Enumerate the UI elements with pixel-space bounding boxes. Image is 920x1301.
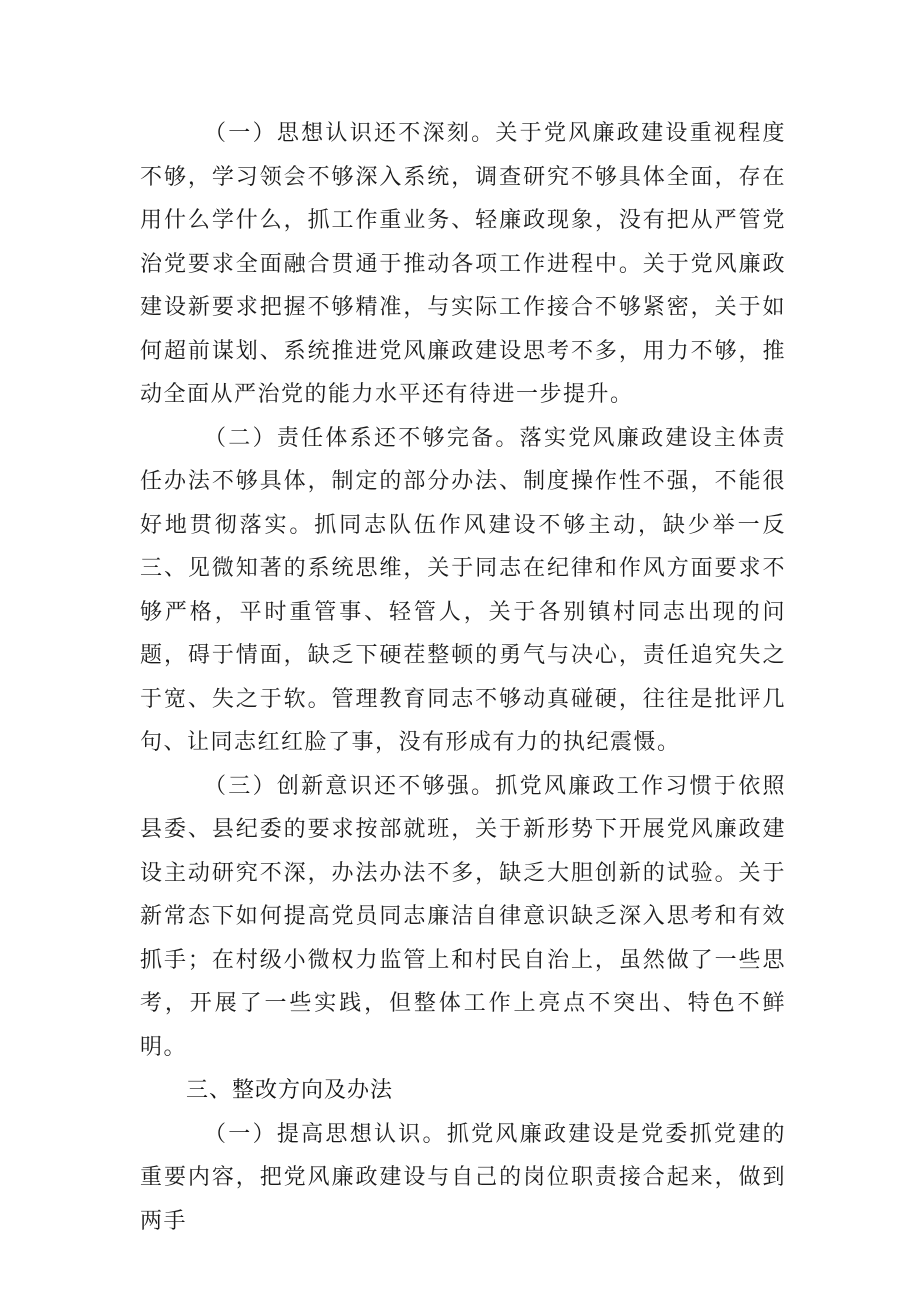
paragraph-improve-awareness: （一）提高思想认识。抓党风廉政建设是党委抓党建的重要内容，把党风廉政建设与自己的岗位职责接合起来，做到两手 xyxy=(140,1121,786,1234)
document-body xyxy=(140,112,786,1243)
section-heading: 三、整改方向及办法 xyxy=(186,1078,394,1103)
paragraph-innovation-awareness: （三）创新意识还不够强。抓党风廉政工作习惯于依照县委、县纪委的要求按部就班，关于新形势下开展党风廉政建设主动研究不深，办法办法不多，缺乏大胆创新的试验。关于新常态下如何提高党员同志廉洁自律意识缺乏深入思考和有效抓手；在村级小微权力监管上和村民自治上，虽然做了一些思考，开展了一些实践，但整体工作上亮点不突出、特色不鲜明。 xyxy=(140,773,786,1060)
paragraph-thinking-awareness: （一）思想认识还不深刻。关于党风廉政建设重视程度不够，学习领会不够深入系统，调查研究不够具体全面，存在用什么学什么，抓工作重业务、轻廉政现象，没有把从严管党治党要求全面融合贯通于推动各项工作进程中。关于党风廉政建设新要求把握不够精准，与实际工作接合不够紧密，关于如何超前谋划、系统推进党风廉政建设思考不多，用力不够，推动全面从严治党的能力水平还有待进一步提升。 xyxy=(140,121,786,407)
paragraph-responsibility-system: （二）责任体系还不够完备。落实党风廉政建设主体责任办法不够具体，制定的部分办法、制度操作性不强，不能很好地贯彻落实。抓同志队伍作风建设不够主动，缺少举一反三、见微知著的系统思维，关于同志在纪律和作风方面要求不够严格，平时重管事、轻管人，关于各别镇村同志出现的问题，碍于情面，缺乏下硬茬整顿的勇气与决心，责任追究失之于宽、失之于软。管理教育同志不够动真碰硬，往往是批评几句、让同志红红脸了事，没有形成有力的执纪震慑。 xyxy=(140,425,786,755)
